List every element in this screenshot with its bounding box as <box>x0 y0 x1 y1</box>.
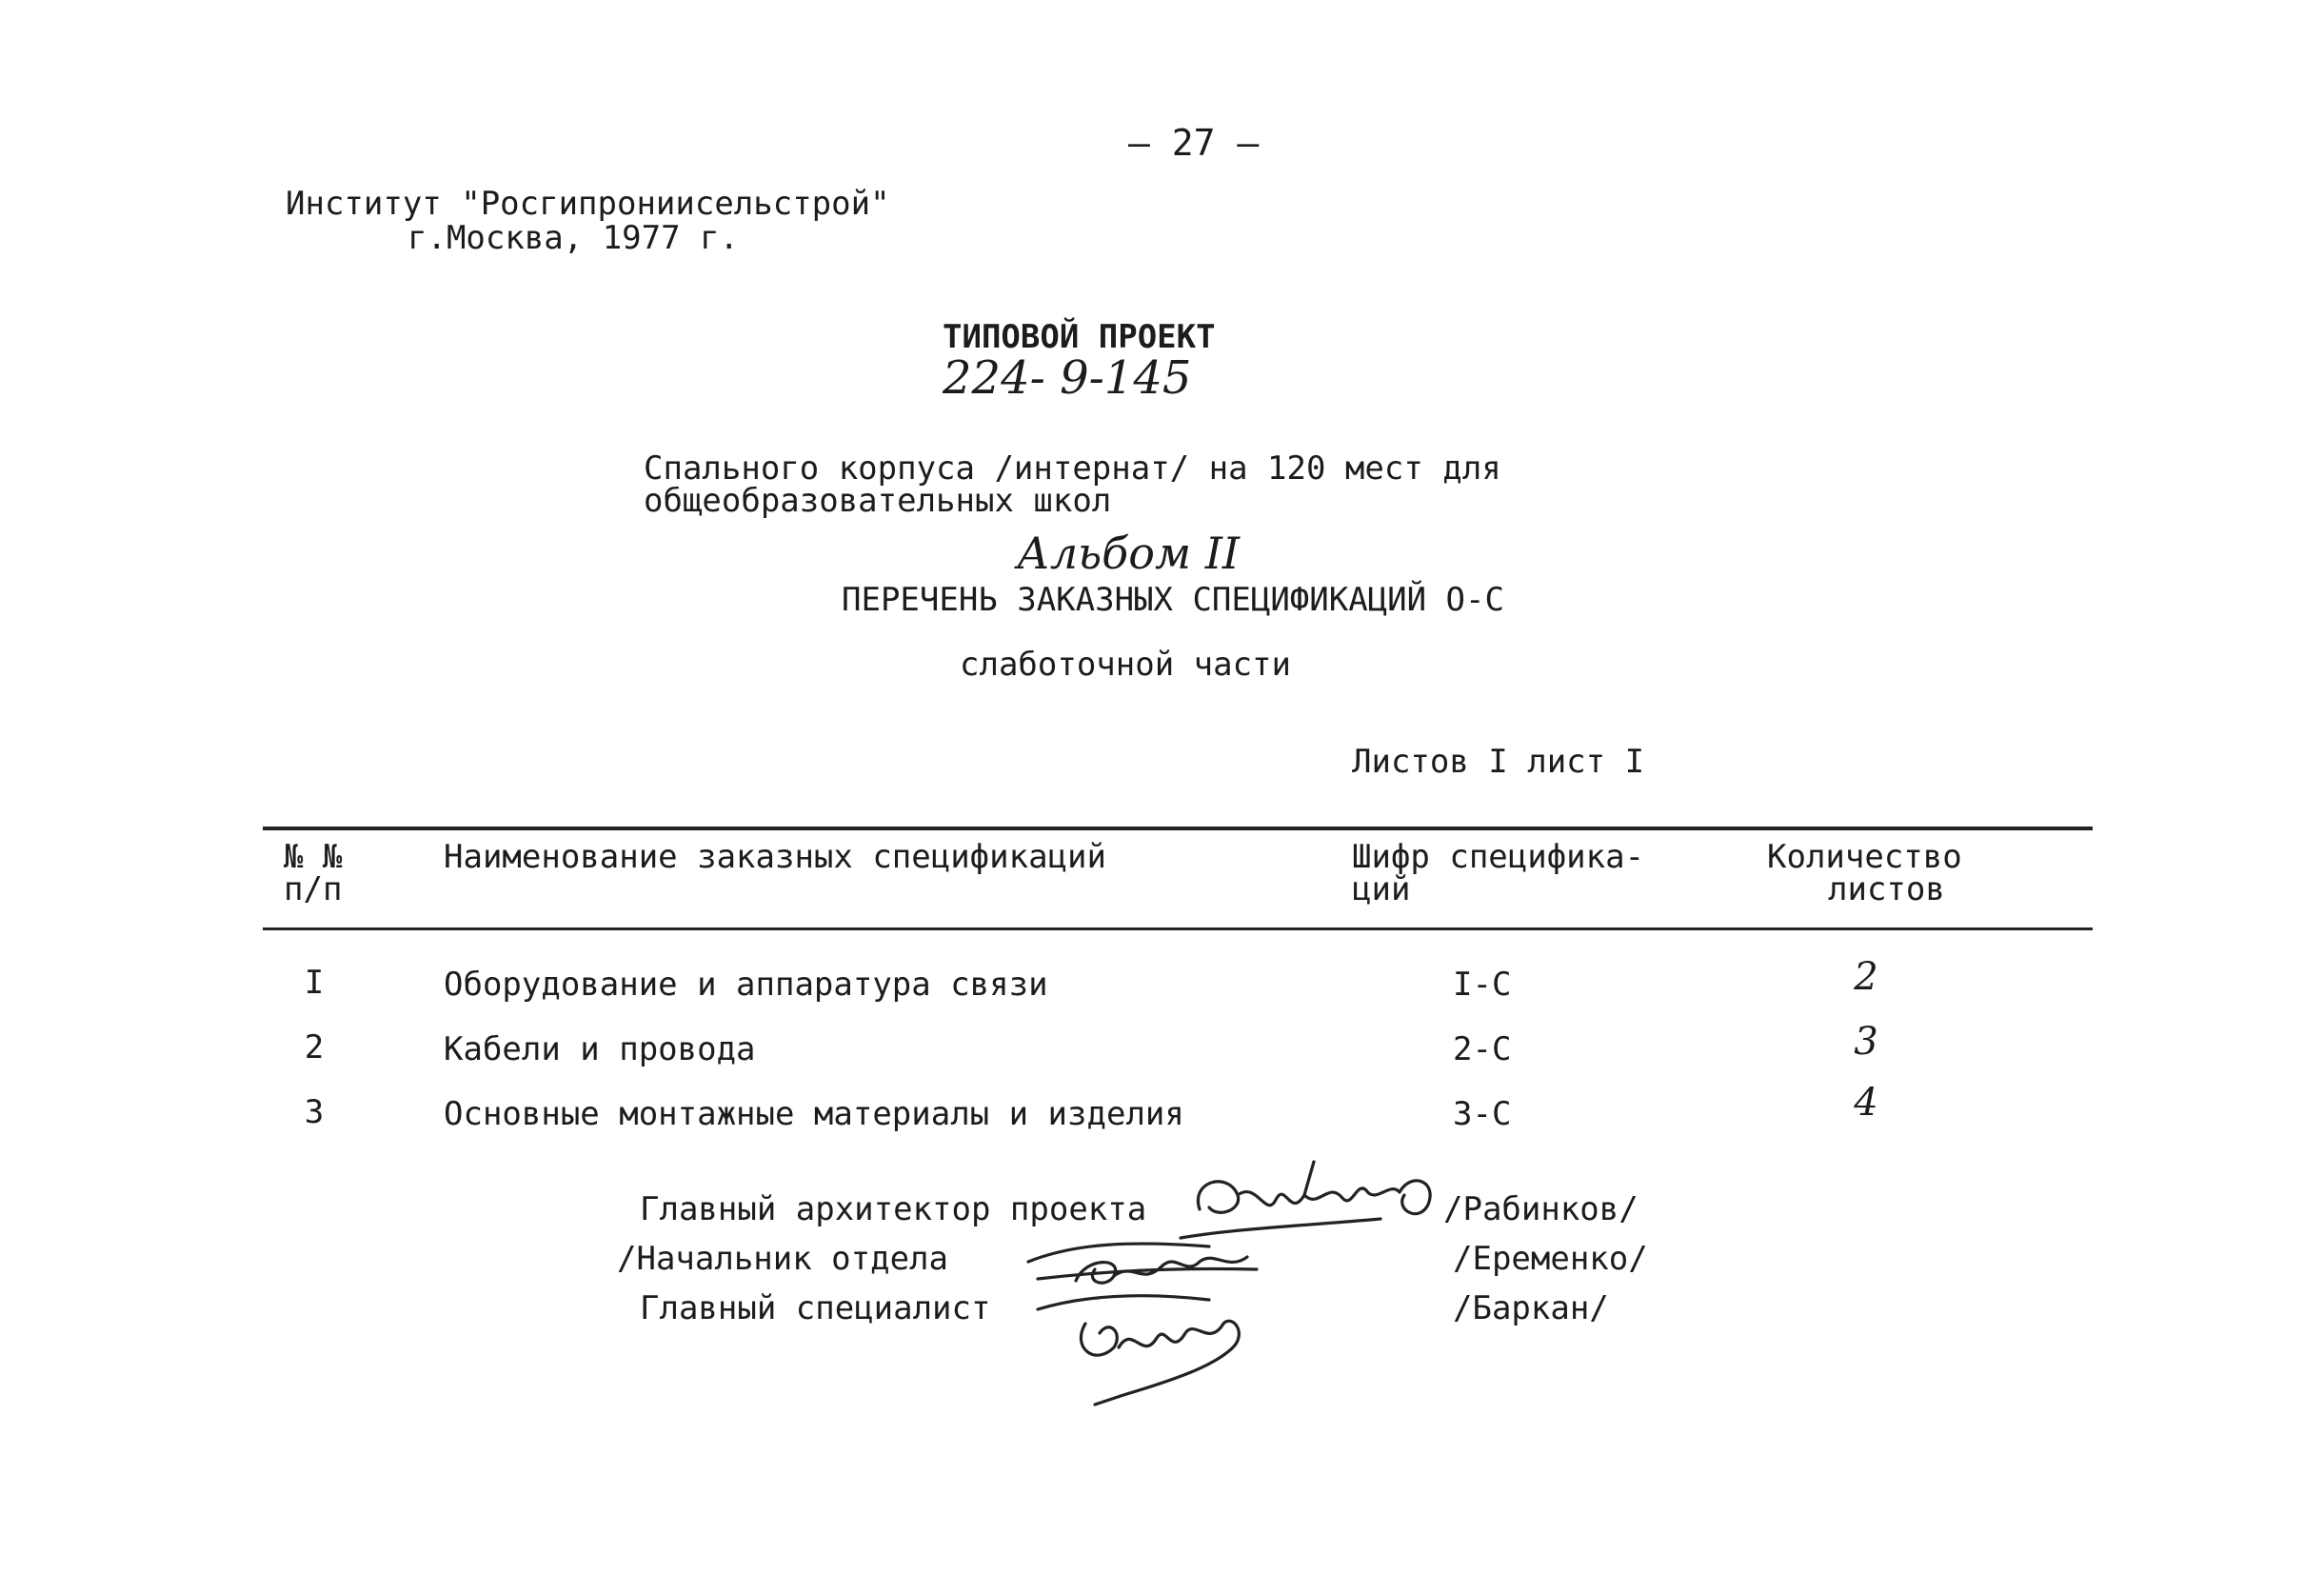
header-code-line2: ций <box>1352 870 1411 908</box>
row-code: 2-С <box>1453 1030 1512 1068</box>
row-code: I-С <box>1453 966 1512 1004</box>
header-name: Наименование заказных спецификаций <box>444 838 1106 876</box>
row-number: I <box>304 964 325 1002</box>
institute-name: Институт "Росгипрониисельстрой" <box>286 185 890 223</box>
header-num-line2: п/п <box>284 870 343 908</box>
institute-city-year: г.Москва, 1977 г. <box>407 219 739 257</box>
header-count-line2: листов <box>1828 870 1945 908</box>
row-sheets: 3 <box>1854 1020 1878 1064</box>
header-code-line1: Шифр специфика- <box>1352 838 1645 876</box>
project-heading: ТИПОВОЙ ПРОЕКТ <box>943 318 1216 356</box>
table-top-rule <box>263 827 2093 830</box>
signature-name: /Еременко/ <box>1453 1240 1648 1278</box>
signature-scribble-barkan <box>1028 1281 1285 1405</box>
signature-role: Главный специалист <box>640 1289 991 1327</box>
sheets-count: Листов I лист I <box>1352 743 1645 781</box>
page-number: — 27 — <box>1128 122 1260 164</box>
list-title: ПЕРЕЧЕНЬ ЗАКАЗНЫХ СПЕЦИФИКАЦИЙ О-С <box>842 581 1504 619</box>
row-number: 2 <box>304 1028 325 1067</box>
row-code: 3-С <box>1453 1095 1512 1133</box>
album-label: Альбом II <box>1017 528 1241 579</box>
signature-name: /Баркан/ <box>1453 1289 1609 1327</box>
row-number: 3 <box>304 1093 325 1131</box>
list-subtitle: слаботочной части <box>960 646 1291 684</box>
row-name: Кабели и провода <box>444 1030 756 1068</box>
table-header-rule <box>263 927 2093 930</box>
signature-role: Главный архитектор проекта <box>640 1190 1147 1228</box>
header-count-line1: Количество <box>1767 838 1962 876</box>
row-name: Оборудование и аппаратура связи <box>444 966 1048 1004</box>
row-sheets: 4 <box>1854 1081 1878 1125</box>
row-sheets: 2 <box>1854 955 1878 999</box>
project-description-line2: общеобразовательных школ <box>644 482 1112 520</box>
project-description-line1: Спального корпуса /интернат/ на 120 мест для <box>644 449 1501 488</box>
row-name: Основные монтажные материалы и изделия <box>444 1095 1184 1133</box>
signature-name: /Рабинков/ <box>1443 1190 1639 1228</box>
signature-role: /Начальник отдела <box>617 1240 948 1278</box>
project-number: 224- 9-145 <box>943 351 1192 405</box>
header-num-line1: № № <box>284 838 343 876</box>
